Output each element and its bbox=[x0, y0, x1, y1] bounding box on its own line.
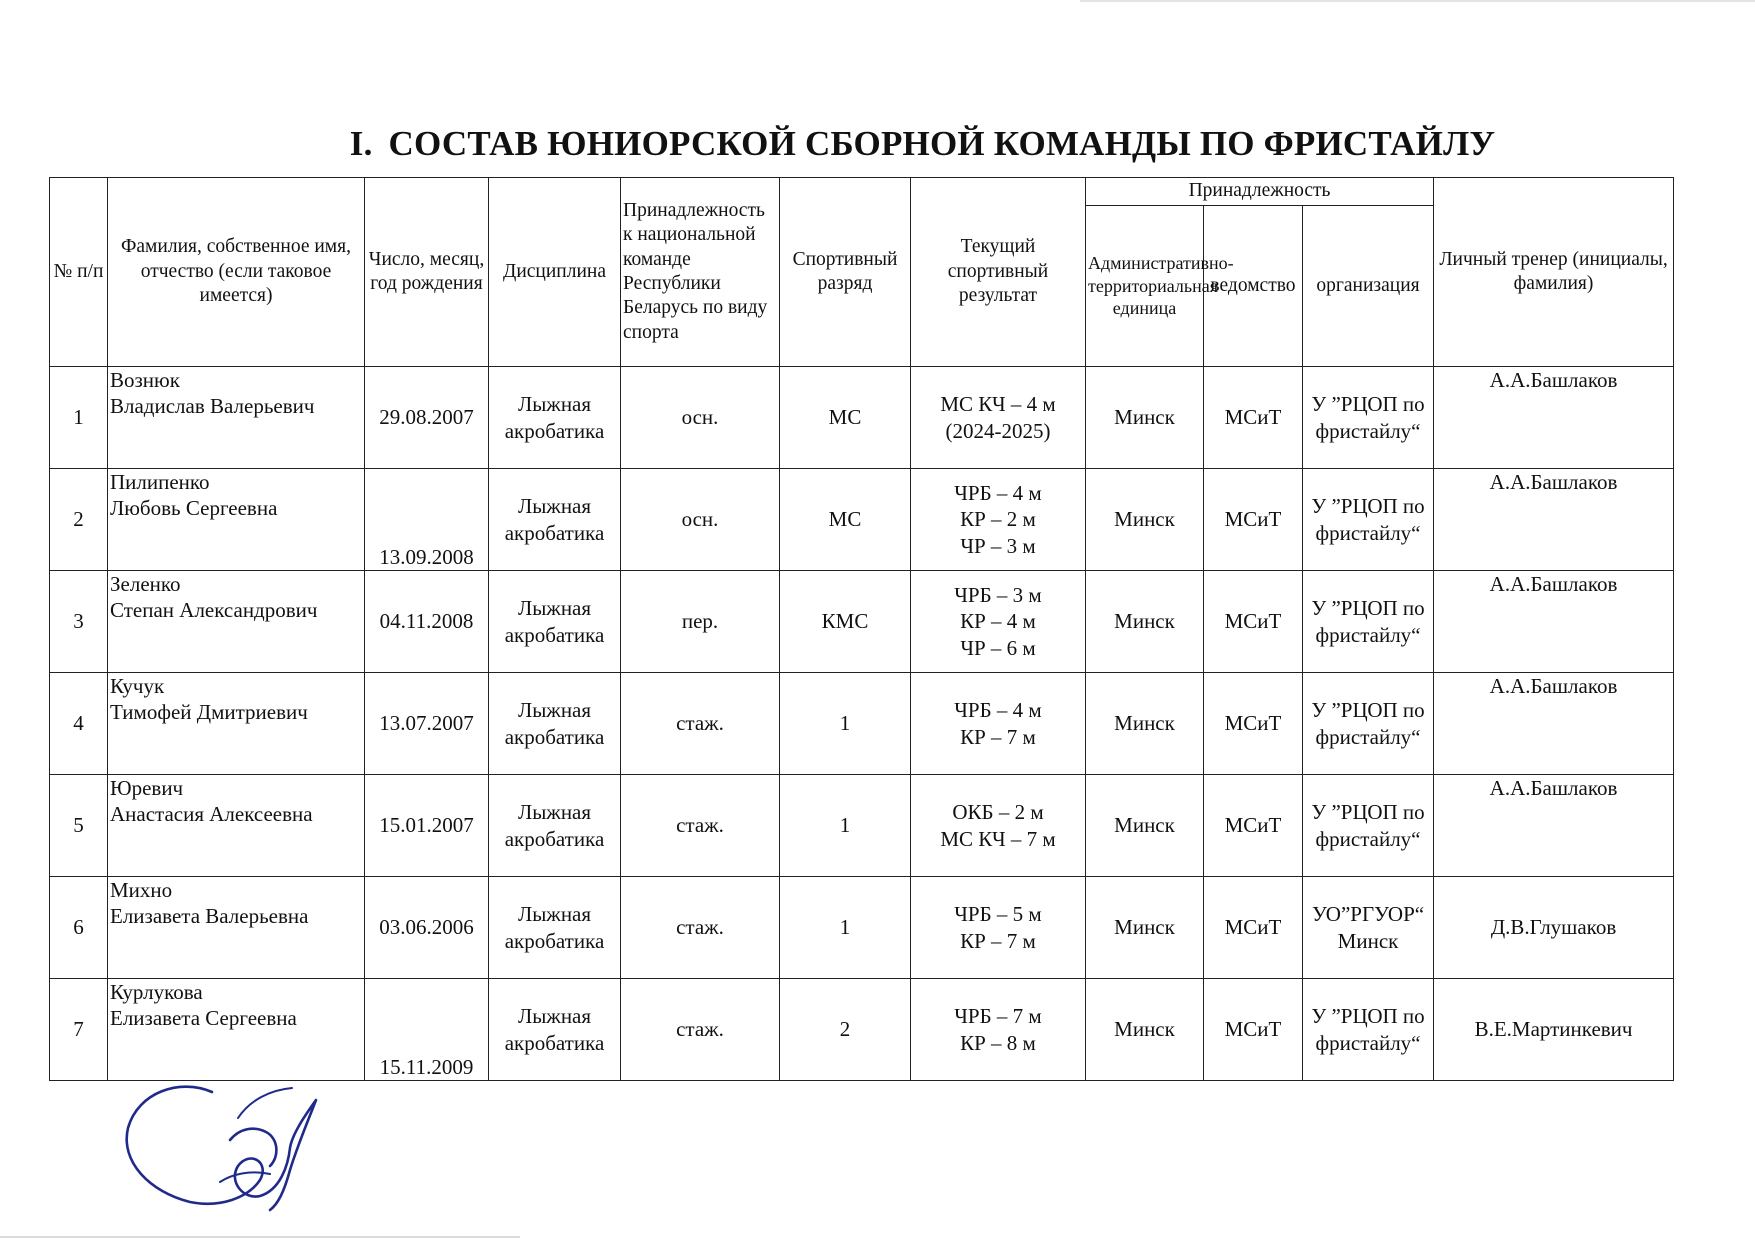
athlete-rank: КМС bbox=[780, 571, 911, 673]
athlete-rank: 1 bbox=[780, 775, 911, 877]
athlete-department: МСиТ bbox=[1204, 979, 1303, 1081]
athlete-name bbox=[108, 673, 365, 775]
athlete-discipline: Лыжная акробатика bbox=[489, 673, 621, 775]
table-row bbox=[50, 673, 1674, 775]
result-line: КР – 7 м bbox=[960, 724, 1036, 749]
result-line: КР – 7 м bbox=[960, 928, 1036, 953]
table-row bbox=[50, 571, 1674, 673]
result-line: ЧРБ – 7 м bbox=[954, 1004, 1042, 1029]
athlete-coach: А.А.Башлаков bbox=[1434, 571, 1674, 673]
result-line: ОКБ – 2 м bbox=[952, 800, 1044, 825]
scan-artifact-top bbox=[1080, 0, 1755, 2]
athlete-national-status: стаж. bbox=[621, 979, 780, 1081]
athlete-surname: Курлукова bbox=[110, 980, 203, 1004]
athlete-results bbox=[911, 979, 1086, 1081]
athlete-surname: Пилипенко bbox=[110, 470, 210, 494]
athlete-surname: Вознюк bbox=[110, 368, 180, 392]
team-roster-table bbox=[49, 177, 1674, 1081]
row-num: 1 bbox=[50, 367, 108, 469]
athlete-coach: Д.В.Глушаков bbox=[1434, 877, 1674, 979]
athlete-discipline: Лыжная акробатика bbox=[489, 469, 621, 571]
organization-line: фристайлу“ bbox=[1315, 520, 1421, 545]
athlete-results bbox=[911, 775, 1086, 877]
athlete-given-names: Тимофей Дмитриевич bbox=[110, 700, 308, 725]
table-row bbox=[50, 469, 1674, 571]
athlete-given-names: Анастасия Алексеевна bbox=[110, 802, 313, 827]
athlete-discipline: Лыжная акробатика bbox=[489, 571, 621, 673]
athlete-name bbox=[108, 571, 365, 673]
handwritten-signature bbox=[120, 1070, 330, 1220]
header-name: Фамилия, собственное имя, отчество (если таковое имеется) bbox=[108, 178, 365, 367]
table-row bbox=[50, 775, 1674, 877]
athlete-results bbox=[911, 571, 1086, 673]
result-line: ЧРБ – 5 м bbox=[954, 902, 1042, 927]
header-result: Текущий спортивный результат bbox=[911, 178, 1086, 367]
athlete-admin-unit: Минск bbox=[1086, 673, 1204, 775]
header-num: № п/п bbox=[50, 178, 108, 367]
result-line: КР – 4 м bbox=[960, 609, 1036, 634]
header-affiliation: Принадлежность bbox=[1086, 178, 1434, 206]
athlete-dob: 13.09.2008 bbox=[365, 469, 489, 571]
athlete-organization bbox=[1303, 367, 1434, 469]
athlete-national-status: осн. bbox=[621, 469, 780, 571]
athlete-admin-unit: Минск bbox=[1086, 571, 1204, 673]
athlete-dob: 13.07.2007 bbox=[365, 673, 489, 775]
athlete-discipline: Лыжная акробатика bbox=[489, 775, 621, 877]
section-title-text: СОСТАВ ЮНИОРСКОЙ СБОРНОЙ КОМАНДЫ ПО ФРИСТАЙЛУ bbox=[388, 124, 1496, 164]
athlete-surname: Зеленко bbox=[110, 572, 181, 596]
athlete-results bbox=[911, 877, 1086, 979]
athlete-dob: 04.11.2008 bbox=[365, 571, 489, 673]
athlete-national-status: стаж. bbox=[621, 775, 780, 877]
signature-flourish bbox=[220, 1088, 292, 1182]
scan-artifact-bottom bbox=[0, 1236, 520, 1238]
athlete-national-status: осн. bbox=[621, 367, 780, 469]
row-num: 3 bbox=[50, 571, 108, 673]
athlete-name bbox=[108, 367, 365, 469]
table-row bbox=[50, 877, 1674, 979]
athlete-coach: В.Е.Мартинкевич bbox=[1434, 979, 1674, 1081]
athlete-admin-unit: Минск bbox=[1086, 979, 1204, 1081]
athlete-results bbox=[911, 673, 1086, 775]
result-line: ЧР – 3 м bbox=[960, 533, 1036, 558]
result-line: МС КЧ – 4 м bbox=[940, 392, 1056, 417]
organization-line: У ”РЦОП по bbox=[1311, 494, 1425, 519]
result-line: КР – 2 м bbox=[960, 507, 1036, 532]
athlete-name bbox=[108, 877, 365, 979]
result-line: ЧР – 6 м bbox=[960, 635, 1036, 660]
organization-line: фристайлу“ bbox=[1315, 724, 1421, 749]
athlete-organization bbox=[1303, 775, 1434, 877]
organization-line: У ”РЦОП по bbox=[1311, 392, 1425, 417]
athlete-department: МСиТ bbox=[1204, 877, 1303, 979]
athlete-results bbox=[911, 367, 1086, 469]
section-numeral: I. bbox=[349, 124, 373, 164]
row-num: 2 bbox=[50, 469, 108, 571]
athlete-organization bbox=[1303, 979, 1434, 1081]
athlete-given-names: Любовь Сергеевна bbox=[110, 496, 278, 521]
result-line: МС КЧ – 7 м bbox=[940, 826, 1056, 851]
header-national-team: Принадлежность к национальной команде Республики Беларусь по виду спорта bbox=[621, 178, 780, 367]
organization-line: У ”РЦОП по bbox=[1311, 596, 1425, 621]
athlete-discipline: Лыжная акробатика bbox=[489, 367, 621, 469]
athlete-dob: 29.08.2007 bbox=[365, 367, 489, 469]
table-row bbox=[50, 367, 1674, 469]
organization-line: Минск bbox=[1337, 928, 1399, 953]
athlete-given-names: Елизавета Сергеевна bbox=[110, 1006, 297, 1031]
athlete-department: МСиТ bbox=[1204, 367, 1303, 469]
organization-line: У ”РЦОП по bbox=[1311, 800, 1425, 825]
organization-line: У ”РЦОП по bbox=[1311, 1004, 1425, 1029]
athlete-discipline: Лыжная акробатика bbox=[489, 979, 621, 1081]
header-dob: Число, месяц, год рождения bbox=[365, 178, 489, 367]
athlete-discipline: Лыжная акробатика bbox=[489, 877, 621, 979]
athlete-admin-unit: Минск bbox=[1086, 877, 1204, 979]
result-line: ЧРБ – 4 м bbox=[954, 481, 1042, 506]
athlete-admin-unit: Минск bbox=[1086, 469, 1204, 571]
athlete-rank: МС bbox=[780, 469, 911, 571]
athlete-surname: Кучук bbox=[110, 674, 165, 698]
row-num: 5 bbox=[50, 775, 108, 877]
header-rank: Спортивный разряд bbox=[780, 178, 911, 367]
athlete-dob: 15.11.2009 bbox=[365, 979, 489, 1081]
athlete-organization bbox=[1303, 469, 1434, 571]
organization-line: УО”РГУОР“ bbox=[1311, 902, 1425, 927]
row-num: 4 bbox=[50, 673, 108, 775]
organization-line: фристайлу“ bbox=[1315, 826, 1421, 851]
athlete-department: МСиТ bbox=[1204, 469, 1303, 571]
athlete-coach: А.А.Башлаков bbox=[1434, 775, 1674, 877]
athlete-name bbox=[108, 775, 365, 877]
athlete-results bbox=[911, 469, 1086, 571]
athlete-coach: А.А.Башлаков bbox=[1434, 469, 1674, 571]
athlete-coach: А.А.Башлаков bbox=[1434, 673, 1674, 775]
athlete-dob: 15.01.2007 bbox=[365, 775, 489, 877]
athlete-surname: Михно bbox=[110, 878, 173, 902]
header-coach: Личный тренер (инициалы, фамилия) bbox=[1434, 178, 1674, 367]
athlete-department: МСиТ bbox=[1204, 571, 1303, 673]
athlete-surname: Юревич bbox=[110, 776, 184, 800]
athlete-name bbox=[108, 469, 365, 571]
row-num: 6 bbox=[50, 877, 108, 979]
athlete-dob: 03.06.2006 bbox=[365, 877, 489, 979]
page-title bbox=[90, 124, 1755, 164]
header-organization: организация bbox=[1303, 206, 1434, 367]
athlete-department: МСиТ bbox=[1204, 775, 1303, 877]
header-admin-unit: Административно-территориальная единица bbox=[1086, 206, 1204, 367]
table-row bbox=[50, 979, 1674, 1081]
header-department: ведомство bbox=[1204, 206, 1303, 367]
organization-line: фристайлу“ bbox=[1315, 1030, 1421, 1055]
athlete-given-names: Елизавета Валерьевна bbox=[110, 904, 309, 929]
athlete-rank: МС bbox=[780, 367, 911, 469]
organization-line: фристайлу“ bbox=[1315, 418, 1421, 443]
athlete-organization bbox=[1303, 571, 1434, 673]
athlete-national-status: стаж. bbox=[621, 877, 780, 979]
athlete-coach: А.А.Башлаков bbox=[1434, 367, 1674, 469]
header-discipline: Дисциплина bbox=[489, 178, 621, 367]
athlete-national-status: стаж. bbox=[621, 673, 780, 775]
organization-line: У ”РЦОП по bbox=[1311, 698, 1425, 723]
athlete-admin-unit: Минск bbox=[1086, 775, 1204, 877]
athlete-rank: 2 bbox=[780, 979, 911, 1081]
result-line: ЧРБ – 3 м bbox=[954, 583, 1042, 608]
athlete-rank: 1 bbox=[780, 673, 911, 775]
athlete-department: МСиТ bbox=[1204, 673, 1303, 775]
athlete-admin-unit: Минск bbox=[1086, 367, 1204, 469]
athlete-national-status: пер. bbox=[621, 571, 780, 673]
organization-line: фристайлу“ bbox=[1315, 622, 1421, 647]
row-num: 7 bbox=[50, 979, 108, 1081]
athlete-rank: 1 bbox=[780, 877, 911, 979]
signature-stroke bbox=[127, 1087, 316, 1210]
athlete-given-names: Степан Александрович bbox=[110, 598, 318, 623]
result-line: КР – 8 м bbox=[960, 1030, 1036, 1055]
athlete-organization bbox=[1303, 877, 1434, 979]
result-line: ЧРБ – 4 м bbox=[954, 698, 1042, 723]
athlete-organization bbox=[1303, 673, 1434, 775]
athlete-name bbox=[108, 979, 365, 1081]
athlete-given-names: Владислав Валерьевич bbox=[110, 394, 315, 419]
result-line: (2024-2025) bbox=[945, 418, 1051, 443]
